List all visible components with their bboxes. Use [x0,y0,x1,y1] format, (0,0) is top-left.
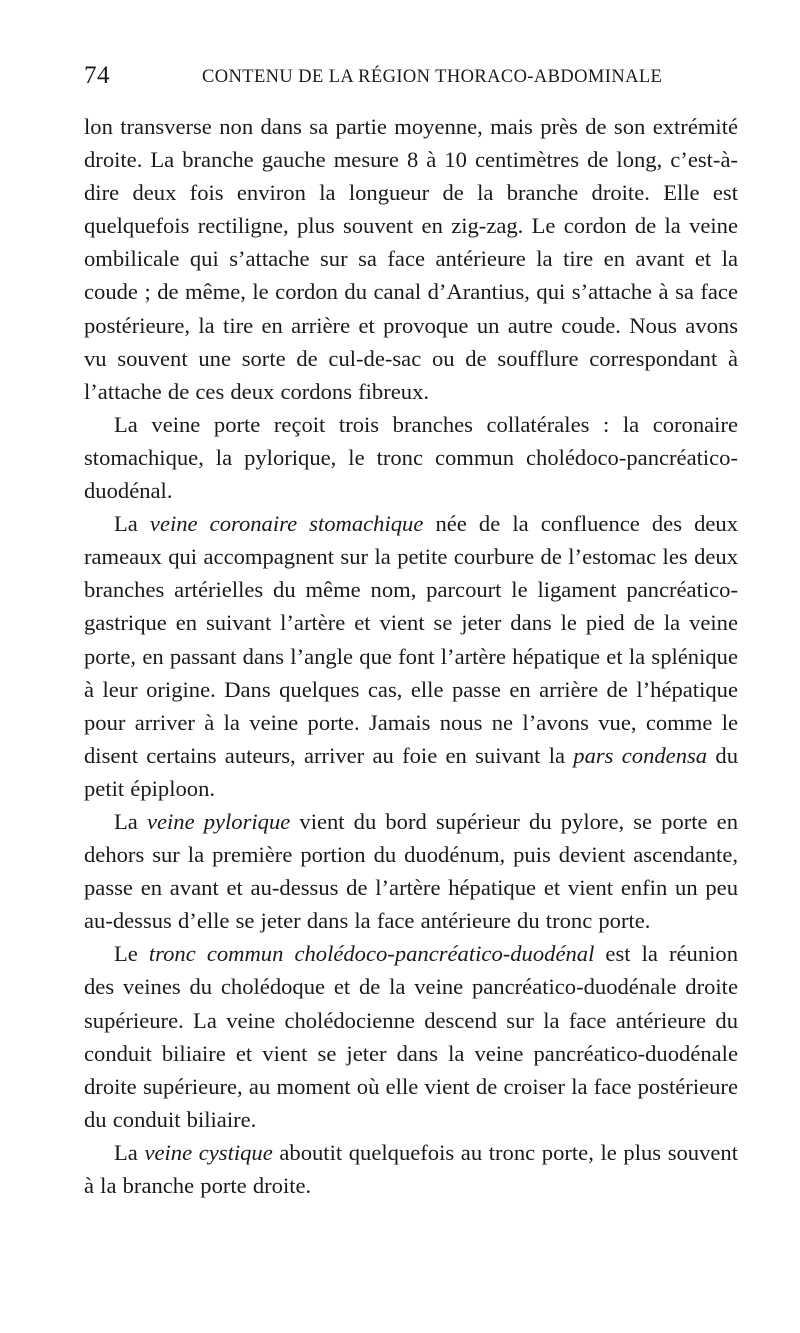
paragraph-lead: La [114,1139,145,1165]
paragraph-collateral-branches [84,408,738,507]
paragraph-text: née de la confluence des deux rameaux qui accompagnent sur la petite courbure de l’estomac les deux branches artérielles du même nom, parcourt le ligament pancréatico-gastrique en suivant l’artère et vient se jeter dans le pied de la veine porte, en passant dans l’angle que font l’artère hépatique et la splénique à leur origine. Dans quelques cas, elle passe en arrière de l’hépatique pour arriver à la veine porte. Jamais nous ne l’avons vue, comme le disent certains auteurs, arriver au foie en suivant la [84,511,739,768]
page-header [84,62,740,102]
paragraph-pyloric-vein [84,805,738,937]
italic-term: tronc commun cholédoco-pancréatico-duodénal [148,941,595,967]
paragraph-text: est la réunion des veines du cholédoque et de la veine pancréatico-duodénale droite supérieure. La veine cholédocienne descend sur la face antérieure du conduit biliaire et vient se jeter dans la veine pancréatico-duodénale droite supérieure, au moment où elle vient de croiser la face postérieure du conduit biliaire. [84,941,738,1132]
paragraph-cystic-vein [84,1136,738,1202]
paragraph-lead: La [114,511,150,537]
italic-term: pars condensa [573,742,708,768]
body-text [84,110,738,1202]
italic-term: veine pylorique [146,808,291,834]
paragraph-continuation [84,110,738,408]
paragraph-text: lon transverse non dans sa partie moyenne, mais près de son extrémité droite. La branche gauche mesure 8 à 10 centimètres de long, c’est-à-dire deux fois environ la longueur de la branche droite. Elle est quelquefois rectiligne, plus souvent en zig-zag. Le cordon de la veine ombilicale qui s’attache sur sa face antérieure la tire en avant et la coude ; de même, le cordon du canal d’Arantius, qui s’attache à sa face postérieure, la tire en arrière et provoque un autre coude. Nous avons vu souvent une sorte de cul-de-sac ou de soufflure correspondant à l’attache de ces deux cordons fibreux. [84,114,738,404]
italic-term: veine cystique [144,1139,273,1165]
paragraph-lead: Le [114,941,149,967]
paragraph-common-trunk [84,937,738,1136]
paragraph-text: La veine porte reçoit trois branches collatérales : la coronaire stomachique, la pylorique, le tronc commun cholédoco-pancréatico-duodénal. [84,411,738,504]
paragraph-coronary-vein [84,507,738,805]
paragraph-text: vient du bord supérieur du pylore, se porte en dehors sur la première portion du duodénum, puis devient ascendante, passe en avant et au-dessus de l’artère hépatique et vient enfin un peu au-dessus d’elle se jeter dans la face antérieure du tronc porte. [84,808,738,934]
paragraph-text: du petit épiploon. [84,742,738,801]
paragraph-text: aboutit quelquefois au tronc porte, le plus souvent à la branche porte droite. [84,1139,738,1198]
page-number: 74 [84,62,110,89]
running-title: CONTENU DE LA RÉGION THORACO-ABDOMINALE [202,67,663,87]
italic-term: veine coronaire stomachique [149,511,424,537]
paragraph-lead: La [114,808,147,834]
